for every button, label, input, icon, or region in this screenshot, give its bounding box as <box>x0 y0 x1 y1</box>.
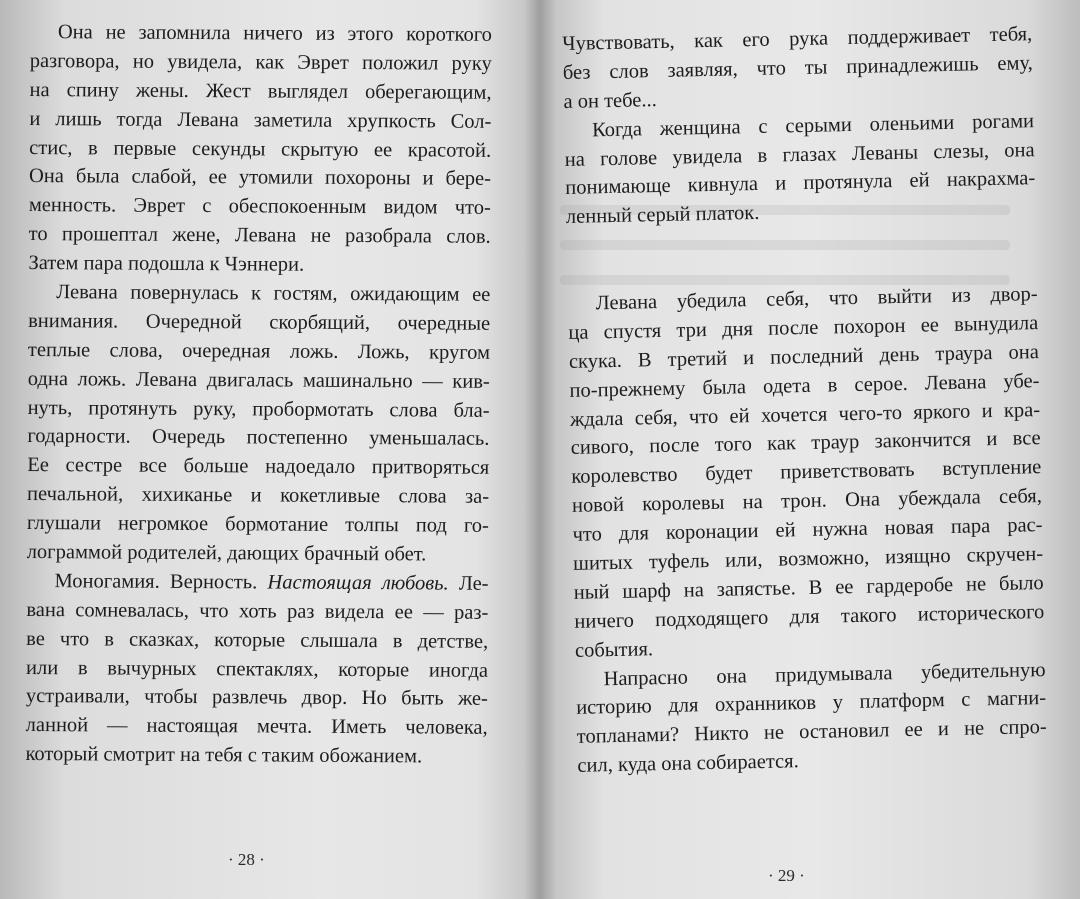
text-line-content: и лишь тогда Левана заметила хрупкость Сол- <box>29 107 492 133</box>
text-line-content: Она была слабой, ее утомили похороны и бере- <box>28 165 492 191</box>
text-line <box>28 336 490 368</box>
text-line-content: ца спустя три дня после похорон ее вынудила <box>568 311 1039 344</box>
left-page-number: · 28 · <box>228 850 265 869</box>
text-line-content: разговора, но увидела, как Эврет положил руку <box>29 49 492 75</box>
text-line <box>30 47 492 79</box>
text-line-content: менность. Эврет с обеспокоенным видом что- <box>28 194 491 220</box>
text-line-content: Моногамия. Верность. <box>54 570 268 594</box>
text-line-content: события. <box>574 637 654 662</box>
text-line <box>26 625 488 657</box>
text-line-content: внимания. Очередной скорбящий, очередные <box>28 309 491 335</box>
text-line-content: теплые слова, очередная ложь. Ложь, кругом <box>27 338 491 364</box>
text-line-content: сил, куда она собирается. <box>577 750 799 778</box>
text-line <box>28 394 490 426</box>
text-line <box>28 365 490 397</box>
text-line-content: лограммой родителей, дающих брачный обет. <box>26 541 427 566</box>
text-line-content: нуть, протянуть руку, пробормотать слова бла- <box>27 396 490 422</box>
text-line-content: Напрасно она придумывала убедительную <box>603 658 1046 690</box>
text-line-content: а он тебе... <box>563 88 657 113</box>
text-line-content: Ле- <box>448 572 489 595</box>
text-line-content: что для коронации ей нужна новая пара рас- <box>572 514 1043 547</box>
text-line-content: топланами? Никто не остановил ее и не спро- <box>576 716 1047 749</box>
text-line-content: годарности. Очередь постепенно уменьшалась. <box>27 425 490 451</box>
text-line <box>27 422 489 454</box>
text-line-content: на голове увидела в глазах Леваны слезы, она <box>564 138 1035 171</box>
text-line-content: то прошептал жене, Левана не разобрала слов. <box>28 223 491 249</box>
text-line <box>30 18 492 50</box>
text-line-content: ланной — настоящая мечта. Иметь человека, <box>25 714 488 740</box>
text-line-content: ве что в сказках, которые слышала в детстве, <box>26 627 489 653</box>
text-line <box>25 740 487 772</box>
text-line-content: королевство будет приветствовать вступление <box>571 456 1042 489</box>
text-line-content: стис, в первые секунды скрытую ее красотой. <box>29 136 492 162</box>
text-line <box>28 278 490 310</box>
text-line <box>26 567 488 599</box>
text-line-content: глушали негромкое бормотание толпы под го- <box>26 512 489 537</box>
text-line <box>29 220 491 252</box>
text-line <box>29 76 491 108</box>
text-line-content: Когда женщина с серыми оленьими рогами <box>591 109 1035 142</box>
text-line-content: вана сомневалась, что хоть раз видела ее — раз- <box>26 598 489 624</box>
text-line-content: Левана убедила себя, что выйти из двор- <box>595 283 1038 315</box>
text-line-content: по-прежнему была одета в серое. Левана убе- <box>569 369 1040 402</box>
text-line-content: который смотрит на тебя с таким обожанием. <box>25 743 423 768</box>
text-line <box>29 191 491 223</box>
text-line <box>28 249 490 281</box>
text-line-content: понимающе кивнула и протянула ей накрахма- <box>565 167 1036 200</box>
right-page <box>540 0 1080 899</box>
text-line <box>29 105 491 137</box>
text-line-content: устраивали, чтобы развлечь двор. Но быть же- <box>25 685 488 711</box>
text-line-content: скука. В третий и последний день траура она <box>568 340 1040 373</box>
left-page-text <box>25 18 492 772</box>
text-line <box>27 480 489 512</box>
text-line-content: Ее сестре все больше надоедало притворяться <box>27 454 490 480</box>
text-line-content: новой королевы на трон. Она убеждала себя, <box>571 485 1043 518</box>
text-line-content: печальной, хихиканье и кокетливые слова за- <box>27 483 490 509</box>
text-line-content: или в вычурных спектаклях, которые иногда <box>25 656 489 682</box>
text-line-content: без слов заявляя, что ты принадлежишь ему, <box>562 52 1034 84</box>
right-page-text <box>562 20 1048 781</box>
right-page-number: · 29 · <box>768 866 805 885</box>
text-line <box>27 509 489 541</box>
text-line-content: историю для охранников у платформ с магни- <box>575 687 1047 720</box>
text-line-content: шитых туфель или, возможно, изящно скручен- <box>572 543 1044 575</box>
text-line-content: Чувствовать, как его рука поддерживает тебя, <box>562 23 1033 55</box>
text-line <box>29 162 491 194</box>
text-line-content: ленный серый платок. <box>565 202 760 229</box>
emphasized-text: Настоящая любовь. <box>267 571 449 595</box>
text-line-content: Левана повернулась к гостям, ожидающим ее <box>56 281 491 306</box>
text-line <box>27 451 489 483</box>
text-line-content: ничего подходящего для такого исторического <box>574 600 1045 633</box>
text-line <box>26 711 488 743</box>
text-line-content: Затем пара подошла к Чэннери. <box>28 252 305 276</box>
text-line-content: сивого, после того как траур закончится и все <box>570 427 1041 460</box>
text-line <box>26 654 488 686</box>
text-line-content: Она не запомнила ничего из этого короткого <box>57 21 492 46</box>
text-line-content: ный шарф на запястье. В ее гардеробе не было <box>573 571 1044 604</box>
text-line-content: одна ложь. Левана двигалась машинально — кив- <box>27 367 490 393</box>
text-line-content: ждала себя, что ей хочется чего-то яркого и кра- <box>569 398 1041 431</box>
text-line <box>27 538 489 570</box>
text-line <box>26 682 488 714</box>
text-line <box>29 134 491 166</box>
text-line <box>26 596 488 628</box>
text-line <box>28 307 490 339</box>
text-line-content: на спину жены. Жест выглядел оберегающим, <box>29 78 492 104</box>
